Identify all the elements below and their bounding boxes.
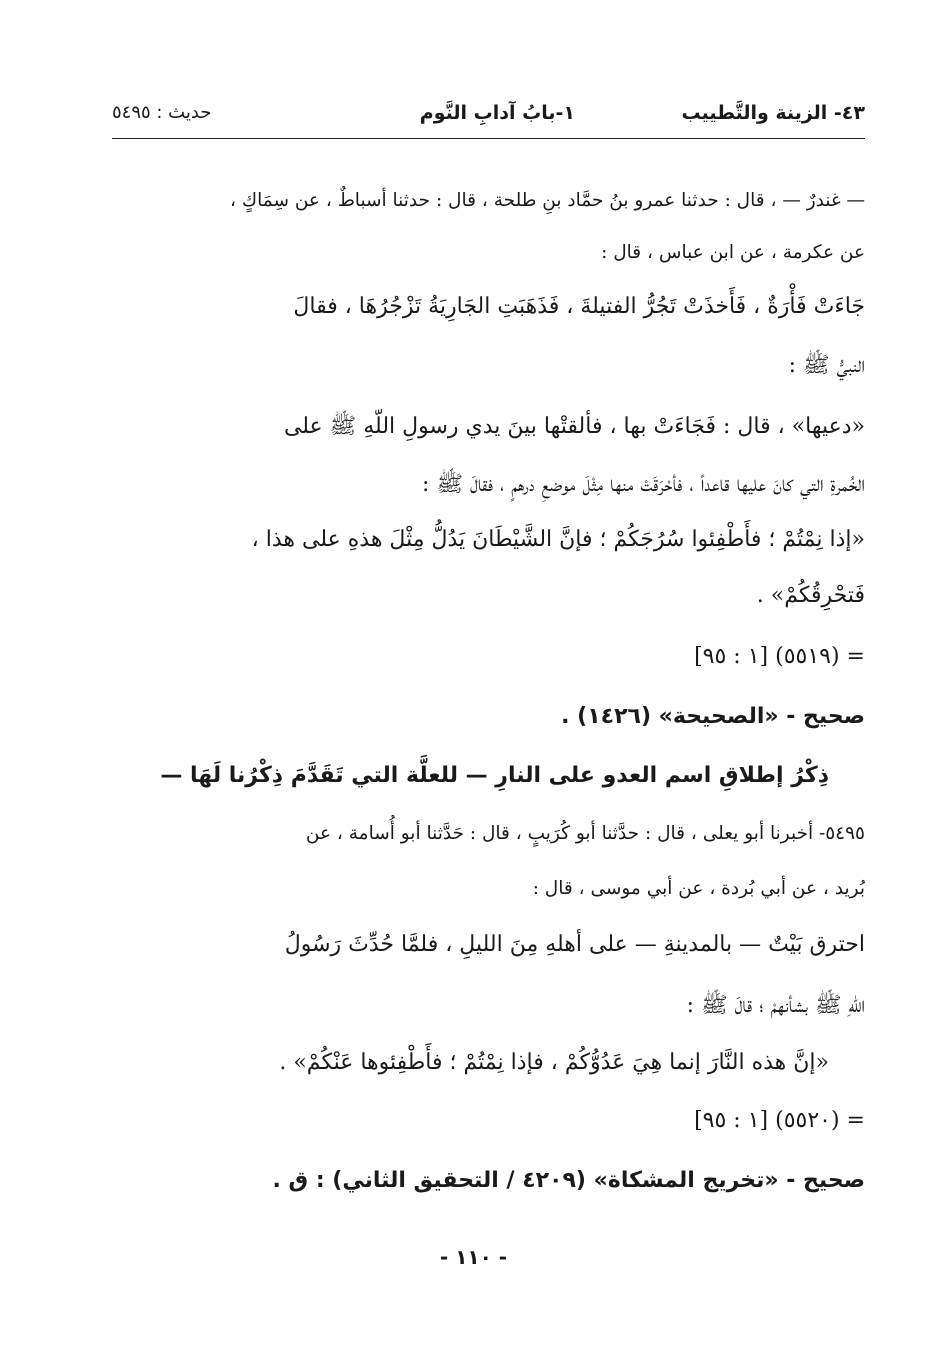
takhrij-reference-1: = (٥٥١٩) [١ : ٩٥] xyxy=(694,644,865,669)
page-number: - ١١٠ - xyxy=(439,1245,508,1269)
text-line-7: «إذا نِمْتُمْ ؛ فأَطْفِئوا سُرُجَكُمْ ؛ فإنَّ الشَّيْطَانَ يَدُلُّ مِثْلَ هذهِ على هذا ، xyxy=(251,527,865,552)
text-line-15: اللّهِ ﷺ بشأنهمْ ؛ قالَ ﷺ : xyxy=(686,993,865,1018)
section-heading: ذِكْرُ إطلاقِ اسم العدو على النارِ — للعلَّة التي تَقَدَّمَ ذِكْرُنا لَهَا — xyxy=(160,763,829,788)
chapter-title: ١-بابُ آدابِ النَّوم xyxy=(419,102,575,124)
text-line-3: جَاءَتْ فَأْرَةٌ ، فَأَخذَتْ تَجُرُّ الفتيلةَ ، فَذَهَبَتِ الجَارِيَةُ تَزْجُرُهَا ، فقالَ xyxy=(293,294,865,319)
text-line-14: احترق بَيْتٌ — بالمدينةِ — على أهلهِ مِنَ الليلِ ، فلمَّا حُدِّثَ رَسُولُ xyxy=(284,932,865,957)
book-title: ٤٣- الزينة والتَّطييب xyxy=(681,102,865,124)
text-line-8: فَتحْرِقُكُمْ» . xyxy=(756,583,865,608)
grading-line-2: صحيح - «تخريج المشكاة» (٤٢٠٩ / التحقيق الثاني) : ق . xyxy=(272,1168,865,1193)
header-divider xyxy=(112,138,865,139)
text-line-13: بُريد ، عن أبي بُردة ، عن أبي موسى ، قال : xyxy=(532,878,865,899)
takhrij-reference-2: = (٥٥٢٠) [١ : ٩٥] xyxy=(694,1108,865,1133)
text-line-5: «دعيها» ، قال : فَجَاءَتْ بها ، فألقتْها بينَ يدي رسولِ اللّهِ ﷺ على xyxy=(283,414,865,439)
text-line-16: «إنَّ هذه النَّارَ إنما هِيَ عَدُوُّكُمْ ، فإذا نِمْتُمْ ؛ فأَطْفِئوها عَنْكُمْ» . xyxy=(279,1050,829,1075)
text-line-12: ٥٤٩٥- أخبرنا أبو يعلى ، قال : حدَّثنا أبو كُرَيبٍ ، قال : حَدَّثنا أبو أُسامة ، عن xyxy=(305,823,865,844)
text-line-1: — غندرٌ — ، قال : حدثنا عمرو بنُ حمَّاد بنِ طلحة ، قال : حدثنا أسباطٌ ، عن سِمَاكٍ ، xyxy=(230,190,865,211)
text-line-2: عن عكرمة ، عن ابن عباس ، قال : xyxy=(601,242,865,263)
grading-line-1: صحيح - «الصحيحة» (١٤٢٦) . xyxy=(561,704,865,729)
hadith-reference: حديث : ٥٤٩٥ xyxy=(112,102,212,123)
text-line-6: الخُمرةِ التي كانَ عليها قاعداً ، فأحْرَقَتْ منها مِثْلَ موضعِ درهمٍ ، فقالَ ﷺ : xyxy=(422,472,865,497)
text-line-4: النبيُّ ﷺ : xyxy=(788,353,865,378)
running-header xyxy=(112,98,865,134)
